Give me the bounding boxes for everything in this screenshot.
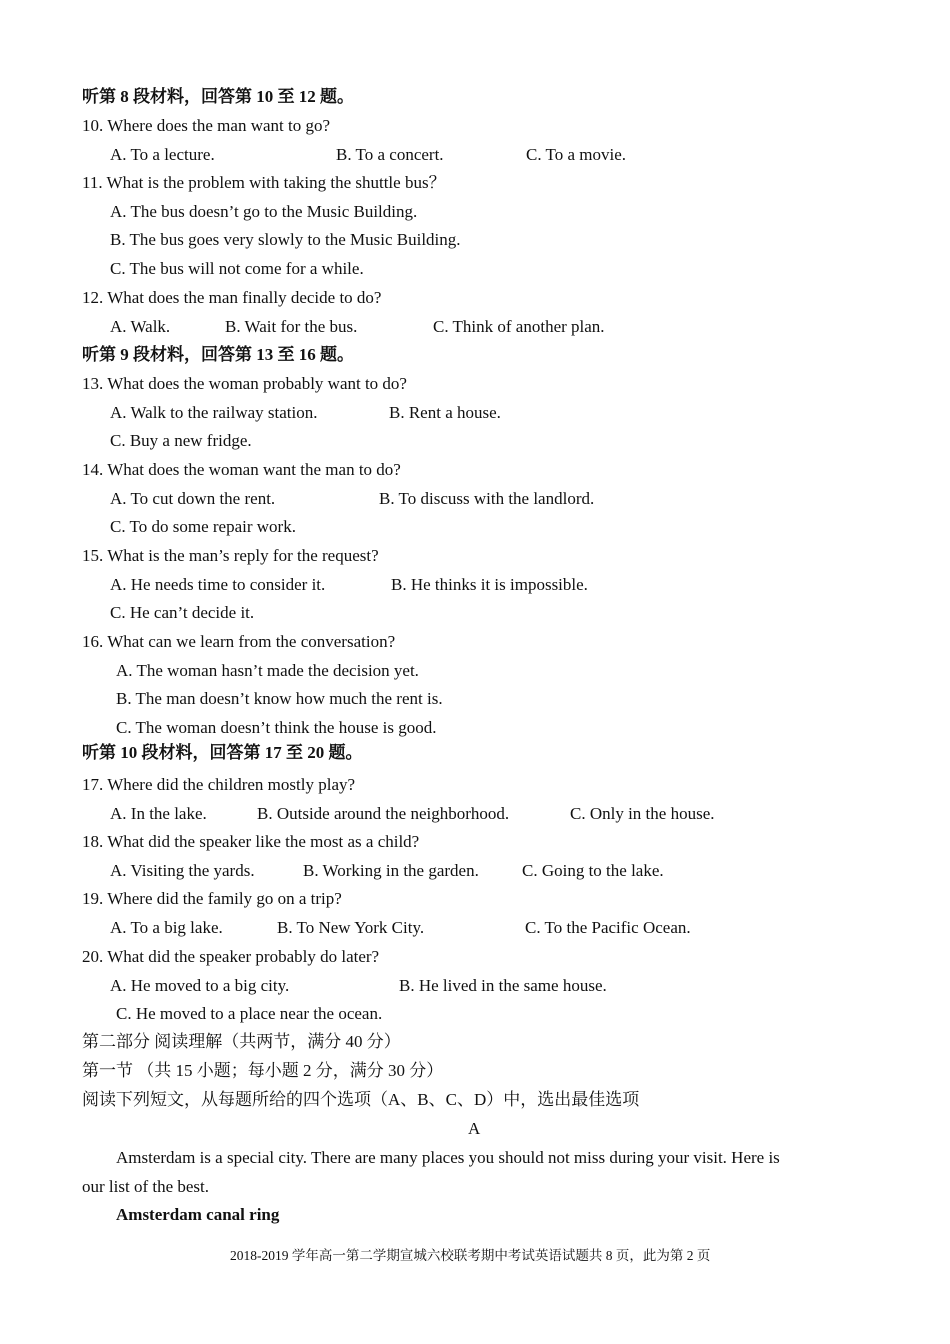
paragraph-line: our list of the best. — [82, 1177, 210, 1196]
option-13a: A. Walk to the railway station. — [110, 403, 318, 422]
option-14c: C. To do some repair work. — [110, 517, 296, 536]
question-20: 20. What did the speaker probably do later? — [82, 947, 380, 966]
section-heading: 听第 10 段材料，回答第 17 至 20 题。 — [82, 743, 363, 762]
option-16a: A. The woman hasn’t made the decision yet. — [116, 661, 419, 680]
option-17b: B. Outside around the neighborhood. — [257, 804, 510, 823]
question-19: 19. Where did the family go on a trip? — [82, 889, 342, 908]
option-12a: A. Walk. — [110, 317, 171, 336]
option-20a: A. He moved to a big city. — [110, 976, 290, 995]
option-12c: C. Think of another plan. — [433, 317, 605, 336]
option-10c: C. To a movie. — [526, 145, 627, 164]
option-15c: C. He can’t decide it. — [110, 603, 255, 622]
subheading: Amsterdam canal ring — [116, 1205, 280, 1224]
option-20c: C. He moved to a place near the ocean. — [116, 1004, 383, 1023]
option-13c: C. Buy a new fridge. — [110, 431, 252, 450]
option-14b: B. To discuss with the landlord. — [379, 489, 595, 508]
question-14: 14. What does the woman want the man to do? — [82, 460, 401, 479]
option-12b: B. Wait for the bus. — [225, 317, 358, 336]
option-10b: B. To a concert. — [336, 145, 444, 164]
option-10a: A. To a lecture. — [110, 145, 215, 164]
question-17: 17. Where did the children mostly play? — [82, 775, 356, 794]
option-19b: B. To New York City. — [277, 918, 425, 937]
section-title: 第一节 （共 15 小题；每小题 2 分，满分 30 分） — [82, 1061, 444, 1080]
option-19a: A. To a big lake. — [110, 918, 223, 937]
paragraph-line: Amsterdam is a special city. There are many places you should not miss during your visit. Here is — [116, 1148, 780, 1167]
instruction: 阅读下列短文，从每题所给的四个选项（A、B、C、D）中，选出最佳选项 — [82, 1090, 640, 1109]
question-15: 15. What is the man’s reply for the request? — [82, 546, 379, 565]
option-20b: B. He lived in the same house. — [399, 976, 607, 995]
question-10: 10. Where does the man want to go? — [82, 116, 331, 135]
option-18a: A. Visiting the yards. — [110, 861, 255, 880]
question-12: 12. What does the man finally decide to do? — [82, 288, 382, 307]
question-13: 13. What does the woman probably want to do? — [82, 374, 407, 393]
option-17c: C. Only in the house. — [570, 804, 715, 823]
part-title: 第二部分 阅读理解（共两节，满分 40 分） — [82, 1032, 401, 1051]
option-15a: A. He needs time to consider it. — [110, 575, 326, 594]
option-19c: C. To the Pacific Ocean. — [525, 918, 691, 937]
option-11b: B. The bus goes very slowly to the Music Building. — [110, 230, 461, 249]
page-footer: 2018-2019 学年高一第二学期宣城六校联考期中考试英语试题共 8 页，此为第 2 页 — [230, 1248, 711, 1263]
option-18b: B. Working in the garden. — [303, 861, 479, 880]
option-16b: B. The man doesn’t know how much the rent is. — [116, 689, 443, 708]
option-11a: A. The bus doesn’t go to the Music Building. — [110, 202, 418, 221]
option-11c: C. The bus will not come for a while. — [110, 259, 364, 278]
passage-label: A — [468, 1119, 481, 1138]
option-15b: B. He thinks it is impossible. — [391, 575, 588, 594]
question-11: 11. What is the problem with taking the shuttle bus？ — [82, 173, 446, 192]
option-17a: A. In the lake. — [110, 804, 207, 823]
option-14a: A. To cut down the rent. — [110, 489, 276, 508]
option-13b: B. Rent a house. — [389, 403, 501, 422]
option-18c: C. Going to the lake. — [522, 861, 664, 880]
question-16: 16. What can we learn from the conversation? — [82, 632, 396, 651]
section-heading: 听第 8 段材料，回答第 10 至 12 题。 — [82, 87, 354, 106]
section-heading: 听第 9 段材料，回答第 13 至 16 题。 — [82, 345, 354, 364]
question-18: 18. What did the speaker like the most as a child? — [82, 832, 420, 851]
option-16c: C. The woman doesn’t think the house is good. — [116, 718, 437, 737]
